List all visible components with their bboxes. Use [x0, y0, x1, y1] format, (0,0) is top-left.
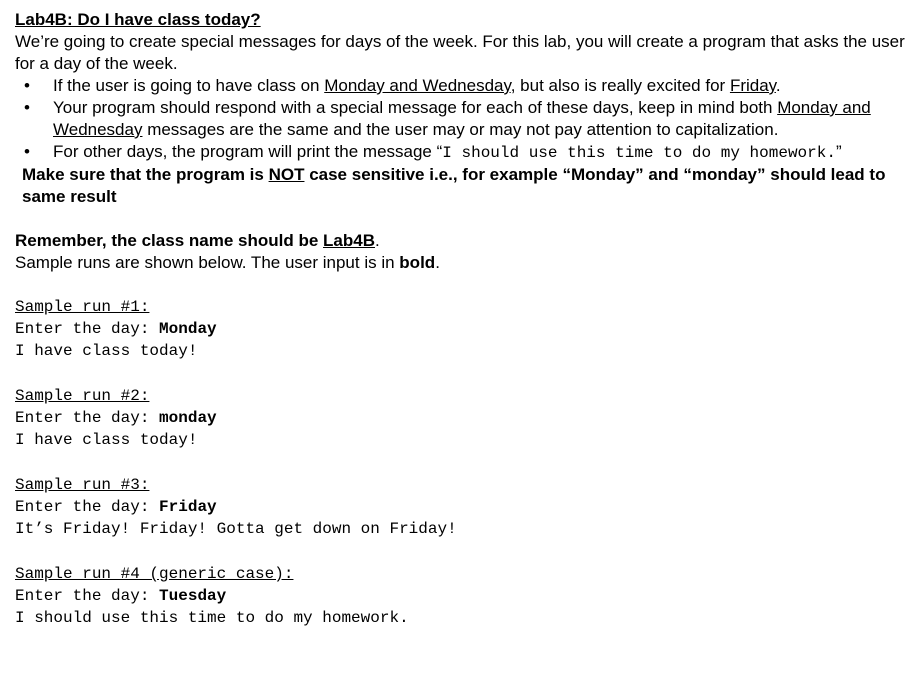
list-item: • For other days, the program will print the message “I should use this time to do my homework.” — [24, 142, 842, 162]
sample-run: Sample run #2: Enter the day: monday I have class today! — [15, 385, 910, 451]
user-input: Tuesday — [159, 587, 227, 605]
user-input: monday — [159, 409, 217, 427]
remember-line: Remember, the class name should be Lab4B. — [15, 231, 380, 250]
case-sensitivity-note: Make sure that the program is NOT case sensitive i.e., for example “Monday” and “monday” should lead to same result — [22, 165, 886, 206]
requirements-list — [15, 75, 910, 164]
not-emphasis: NOT — [268, 165, 305, 184]
underlined-days: Monday and Wednesday — [324, 76, 511, 95]
list-item: • If the user is going to have class on Monday and Wednesday, but also is really excited for Friday. — [24, 76, 781, 95]
bullet-icon: • — [24, 98, 30, 117]
user-input: Friday — [159, 498, 217, 516]
list-item: • Your program should respond with a special message for each of these days, keep in mind both Monday and Wednesday messages are the same and the user may or may not pay attention to capitalization. — [24, 98, 871, 139]
program-output: I should use this time to do my homework. — [15, 609, 409, 627]
code-message: I should use this time to do my homework. — [442, 144, 836, 162]
sample-run: Sample run #1: Enter the day: Monday I have class today! — [15, 296, 910, 362]
bullet-icon: • — [24, 76, 30, 95]
intro-paragraph: We’re going to create special messages for days of the week. For this lab, you will create a program that asks the user for a day of the week. — [15, 32, 905, 73]
lab-document — [15, 9, 910, 652]
program-output: It’s Friday! Friday! Gotta get down on Friday! — [15, 520, 457, 538]
sample-run-title: Sample run #3: — [15, 476, 150, 494]
underlined-friday: Friday — [729, 76, 776, 95]
sample-intro: Sample runs are shown below. The user input is in bold. — [15, 253, 440, 272]
underlined-days: Monday and Wednesday — [53, 98, 871, 139]
program-output: I have class today! — [15, 431, 198, 449]
sample-run-title: Sample run #2: — [15, 387, 150, 405]
sample-run-title: Sample run #1: — [15, 298, 150, 316]
sample-run: Sample run #3: Enter the day: Friday It’s Friday! Friday! Gotta get down on Friday! — [15, 474, 910, 540]
sample-run-title: Sample run #4 (generic case): — [15, 565, 294, 583]
bullet-icon: • — [24, 142, 30, 161]
program-output: I have class today! — [15, 342, 198, 360]
page-title: Lab4B: Do I have class today? — [15, 10, 261, 29]
sample-run: Sample run #4 (generic case): Enter the day: Tuesday I should use this time to do my homework. — [15, 563, 910, 629]
class-name: Lab4B — [323, 231, 375, 250]
user-input: Monday — [159, 320, 217, 338]
